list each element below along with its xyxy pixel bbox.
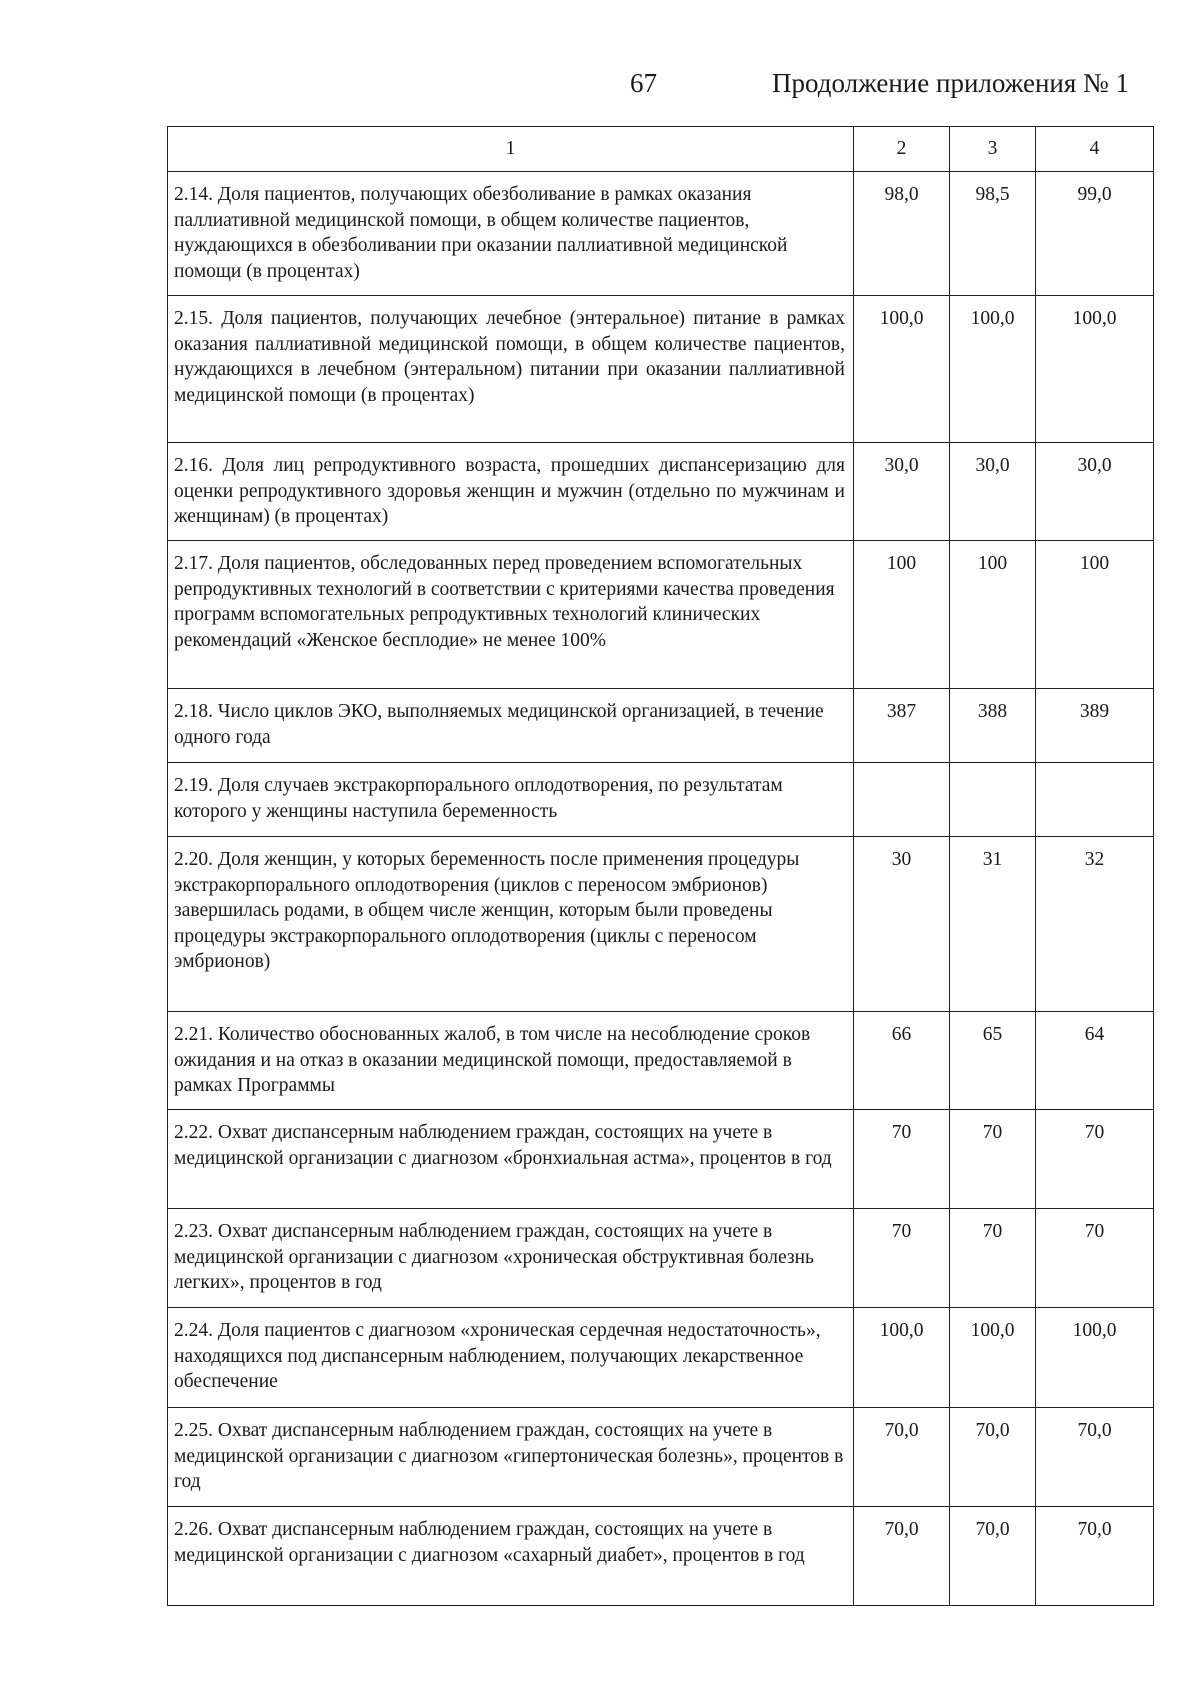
- indicator-text: 2.18. Число циклов ЭКО, выполняемых медицинской организацией, в течение одного года: [168, 689, 854, 763]
- table-row: [168, 689, 1154, 763]
- value-col-3: 98,5: [950, 172, 1036, 296]
- indicator-text: 2.22. Охват диспансерным наблюдением граждан, состоящих на учете в медицинской организации с диагнозом «бронхиальная астма», процентов в год: [168, 1110, 854, 1209]
- table-row: [168, 1110, 1154, 1209]
- table-row: [168, 763, 1154, 837]
- indicator-text: 2.17. Доля пациентов, обследованных перед проведением вспомогательных репродуктивных технологий в соответствии с критериями качества проведения программ вспомогательных репродуктивных технологий клинических рекомендаций «Женское бесплодие» не менее 100%: [168, 541, 854, 689]
- value-col-3: 70,0: [950, 1507, 1036, 1606]
- table-row: [168, 837, 1154, 1012]
- value-col-4: 99,0: [1036, 172, 1154, 296]
- table-row: [168, 1012, 1154, 1110]
- value-col-2: 30,0: [854, 443, 950, 541]
- column-header: 1: [168, 127, 854, 172]
- table-row: [168, 1308, 1154, 1408]
- value-col-4: 64: [1036, 1012, 1154, 1110]
- indicator-text: 2.16. Доля лиц репродуктивного возраста, прошедших диспансеризацию для оценки репродуктивного здоровья женщин и мужчин (отдельно по мужчинам и женщинам) (в процентах): [168, 443, 854, 541]
- value-col-2: 70,0: [854, 1408, 950, 1507]
- indicator-text: 2.25. Охват диспансерным наблюдением граждан, состоящих на учете в медицинской организации с диагнозом «гипертоническая болезнь», процентов в год: [168, 1408, 854, 1507]
- value-col-4: 70,0: [1036, 1408, 1154, 1507]
- indicator-text: 2.21. Количество обоснованных жалоб, в том числе на несоблюдение сроков ожидания и на отказ в оказании медицинской помощи, предоставляемой в рамках Программы: [168, 1012, 854, 1110]
- value-col-4: 70: [1036, 1209, 1154, 1308]
- column-header: 3: [950, 127, 1036, 172]
- value-col-4: 32: [1036, 837, 1154, 1012]
- value-col-2: 70: [854, 1110, 950, 1209]
- indicator-text: 2.24. Доля пациентов с диагнозом «хроническая сердечная недостаточность», находящихся под диспансерным наблюдением, получающих лекарственное обеспечение: [168, 1308, 854, 1408]
- indicator-text: 2.15. Доля пациентов, получающих лечебное (энтеральное) питание в рамках оказания паллиативной медицинской помощи, в общем количестве пациентов, нуждающихся в лечебном (энтеральном) питании при оказании паллиативной медицинской помощи (в процентах): [168, 296, 854, 443]
- value-col-2: 70: [854, 1209, 950, 1308]
- value-col-4: 389: [1036, 689, 1154, 763]
- value-col-2: 100,0: [854, 1308, 950, 1408]
- value-col-3: 70,0: [950, 1408, 1036, 1507]
- table-header-row: [168, 127, 1154, 172]
- value-col-3: 100,0: [950, 1308, 1036, 1408]
- table-row: [168, 541, 1154, 689]
- indicator-text: 2.19. Доля случаев экстракорпорального оплодотворения, по результатам которого у женщины наступила беременность: [168, 763, 854, 837]
- value-col-4: 70: [1036, 1110, 1154, 1209]
- value-col-2: 98,0: [854, 172, 950, 296]
- value-col-4: 100,0: [1036, 296, 1154, 443]
- value-col-4: 70,0: [1036, 1507, 1154, 1606]
- value-col-3: 65: [950, 1012, 1036, 1110]
- indicator-text: 2.26. Охват диспансерным наблюдением граждан, состоящих на учете в медицинской организации с диагнозом «сахарный диабет», процентов в год: [168, 1507, 854, 1606]
- value-col-2: 100: [854, 541, 950, 689]
- table-row: [168, 443, 1154, 541]
- value-col-2: 387: [854, 689, 950, 763]
- value-col-2: 30: [854, 837, 950, 1012]
- value-col-4: 30,0: [1036, 443, 1154, 541]
- value-col-2: 66: [854, 1012, 950, 1110]
- table-row: [168, 1209, 1154, 1308]
- indicators-table: [167, 126, 1154, 1606]
- table-row: [168, 296, 1154, 443]
- column-header: 2: [854, 127, 950, 172]
- table-row: [168, 1408, 1154, 1507]
- value-col-3: 30,0: [950, 443, 1036, 541]
- value-col-4: [1036, 763, 1154, 837]
- indicator-text: 2.20. Доля женщин, у которых беременность после применения процедуры экстракорпорального оплодотворения (циклов с переносом эмбрионов) завершилась родами, в общем числе женщин, которым были проведены процедуры экстракорпорального оплодотворения (циклы с переносом эмбрионов): [168, 837, 854, 1012]
- page-number: 67: [630, 68, 657, 98]
- page-caption: Продолжение приложения № 1: [772, 68, 1130, 98]
- value-col-4: 100: [1036, 541, 1154, 689]
- value-col-3: 388: [950, 689, 1036, 763]
- value-col-3: [950, 763, 1036, 837]
- indicator-text: 2.14. Доля пациентов, получающих обезболивание в рамках оказания паллиативной медицинской помощи, в общем количестве пациентов, нуждающихся в обезболивании при оказании паллиативной медицинской помощи (в процентах): [168, 172, 854, 296]
- column-header: 4: [1036, 127, 1154, 172]
- value-col-4: 100,0: [1036, 1308, 1154, 1408]
- value-col-3: 31: [950, 837, 1036, 1012]
- table-row: [168, 1507, 1154, 1606]
- value-col-2: 100,0: [854, 296, 950, 443]
- value-col-3: 70: [950, 1110, 1036, 1209]
- indicator-text: 2.23. Охват диспансерным наблюдением граждан, состоящих на учете в медицинской организации с диагнозом «хроническая обструктивная болезнь легких», процентов в год: [168, 1209, 854, 1308]
- value-col-3: 70: [950, 1209, 1036, 1308]
- table-row: [168, 172, 1154, 296]
- value-col-2: 70,0: [854, 1507, 950, 1606]
- value-col-3: 100,0: [950, 296, 1036, 443]
- value-col-2: [854, 763, 950, 837]
- value-col-3: 100: [950, 541, 1036, 689]
